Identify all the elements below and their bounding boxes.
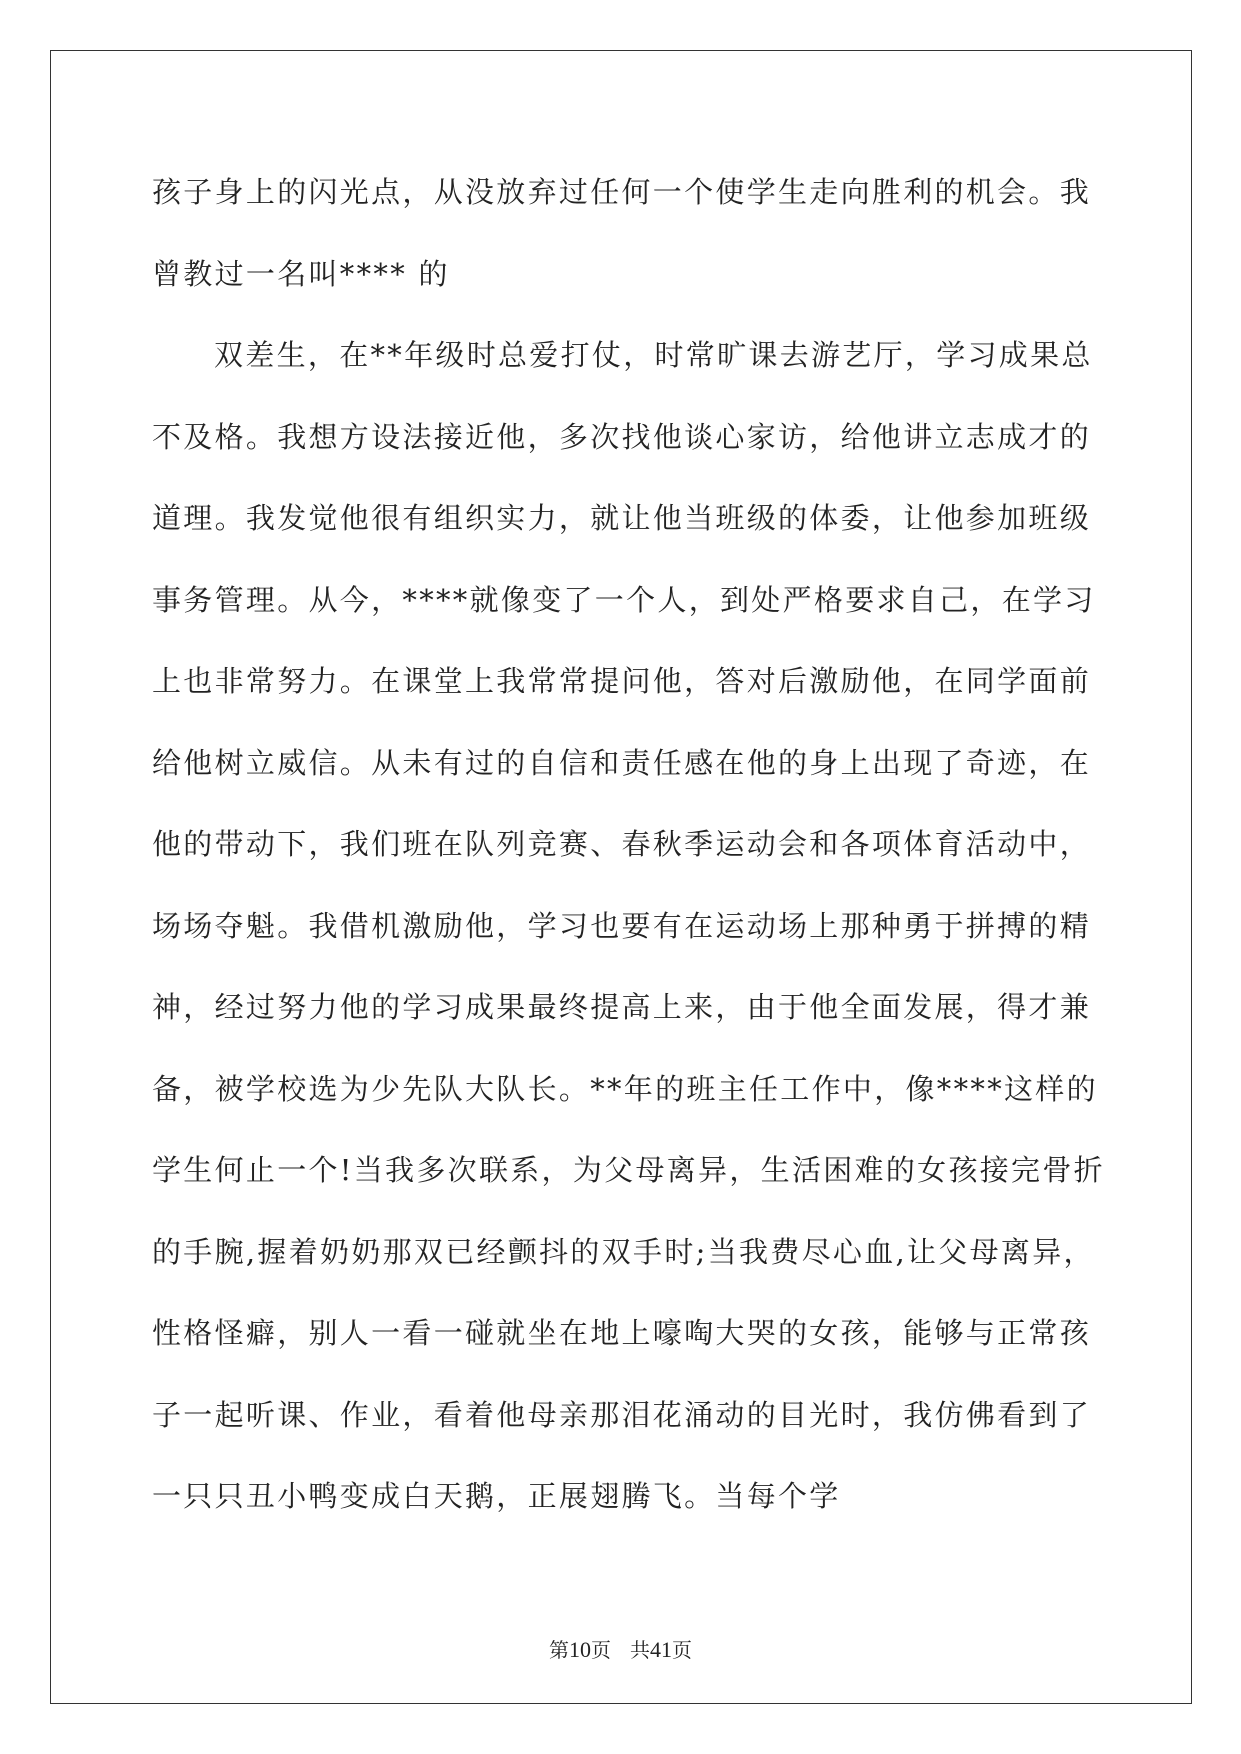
text-line: 学生何止一个!当我多次联系，为父母离异，生活困难的女孩接完骨折 (152, 1153, 1105, 1187)
current-page-number: 10 (568, 1637, 591, 1662)
text-line: 事务管理。从今，****就像变了一个人，到处严格要求自己，在学习 (152, 582, 1096, 617)
text-line: 神，经过努力他的学习成果最终提高上来，由于他全面发展，得才兼 (152, 990, 1092, 1024)
text-line: 道理。我发觉他很有组织实力，就让他当班级的体委，让他参加班级 (152, 501, 1092, 535)
text-line: 曾教过一名叫**** 的 (152, 256, 450, 291)
text-line: 他的带动下，我们班在队列竞赛、春秋季运动会和各项体育活动中， (152, 827, 1092, 861)
text-line: 不及格。我想方设法接近他，多次找他谈心家访，给他讲立志成才的 (152, 419, 1092, 454)
text-line: 场场夺魁。我借机激励他，学习也要有在运动场上那种勇于拼搏的精 (152, 908, 1092, 943)
text-line: 子一起听课、作业，看着他母亲那泪花涌动的目光时，我仿佛看到了 (152, 1397, 1092, 1432)
footer-total-prefix: 共 (630, 1638, 651, 1662)
text-line: 给他树立威信。从未有过的自信和责任感在他的身上出现了奇迹，在 (152, 745, 1092, 780)
footer-page-suffix: 页 (590, 1638, 611, 1662)
footer-total-suffix: 页 (672, 1638, 693, 1662)
text-line: 一只只丑小鸭变成白天鹅，正展翅腾飞。当每个学 (152, 1479, 841, 1513)
text-line: 上也非常努力。在课堂上我常常提问他，答对后激励他，在同学面前 (152, 664, 1092, 698)
text-line: 的手腕,握着奶奶那双已经颤抖的双手时;当我费尽心血,让父母离异， (152, 1234, 1095, 1269)
text-line: 备，被学校选为少先队大队长。**年的班主任工作中，像****这样的 (152, 1071, 1098, 1106)
footer-prefix: 第 (548, 1638, 569, 1662)
document-body (152, 162, 1105, 1548)
total-page-count: 41 (650, 1637, 673, 1662)
paragraph-start-line: 双差生，在**年级时总爱打仗，时常旷课去游艺厅，学习成果总 (214, 338, 1093, 372)
text-line: 孩子身上的闪光点，从没放弃过任何一个使学生走向胜利的机会。我 (152, 175, 1092, 209)
page-footer (0, 1634, 1241, 1663)
text-line: 性格怪癖，别人一看一碰就坐在地上嚎啕大哭的女孩，能够与正常孩 (152, 1316, 1092, 1350)
